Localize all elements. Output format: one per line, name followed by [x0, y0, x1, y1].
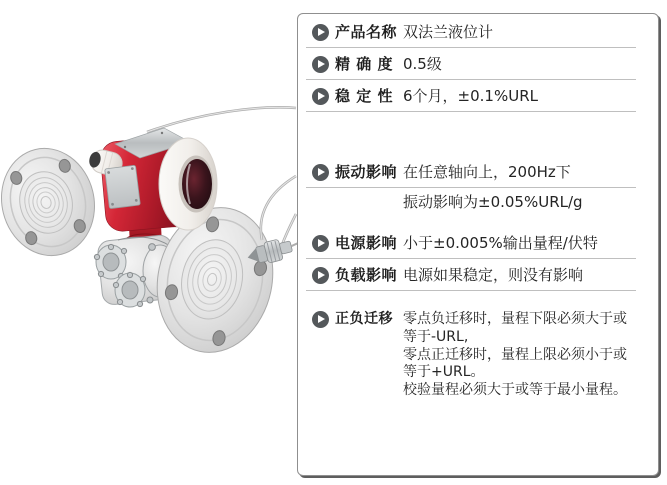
spec-label: 精 确 度	[335, 55, 393, 73]
spec-value: 等于-URL,	[403, 329, 469, 345]
play-circle-icon	[312, 267, 329, 284]
display-window	[159, 138, 217, 230]
spec-row	[298, 259, 658, 291]
spec-label: 正负迁移	[335, 311, 393, 327]
spec-label: 产品名称	[335, 23, 398, 41]
spec-label: 负载影响	[335, 266, 398, 284]
spec-value-continuation	[306, 328, 636, 346]
play-circle-icon	[312, 164, 329, 181]
spec-row	[298, 227, 658, 259]
spec-row-head	[306, 156, 636, 188]
spec-rows	[298, 16, 658, 398]
spec-label: 电源影响	[335, 234, 398, 252]
spec-row	[298, 80, 658, 112]
spec-row	[298, 304, 658, 398]
spec-row-head	[306, 16, 636, 48]
spec-value: 在任意轴向上，200Hz下	[403, 163, 571, 181]
spec-value: 零点正迁移时，量程上限必须小于或	[403, 346, 627, 363]
spec-row	[298, 16, 658, 48]
spec-row-head	[306, 304, 636, 328]
spec-value: 等于+URL。	[403, 364, 485, 380]
transmitter-head	[87, 128, 217, 233]
spec-value-continuation	[306, 346, 636, 364]
spec-label: 振动影响	[335, 163, 398, 181]
spec-value: 振动影响为±0.05%URL/g	[403, 193, 583, 211]
flange-left	[0, 138, 106, 265]
spec-value: 零点负迁移时，量程下限必须大于或	[403, 311, 627, 327]
product-photo	[0, 0, 300, 485]
play-circle-icon	[312, 24, 329, 41]
spec-value: 0.5级	[403, 55, 442, 73]
play-circle-icon	[312, 311, 329, 328]
spec-row	[298, 156, 658, 211]
spec-row-head	[306, 48, 636, 80]
spec-value-continuation	[306, 381, 636, 399]
spec-value-continuation	[306, 188, 636, 211]
spec-row-head	[306, 80, 636, 112]
spec-value: 电源如果稳定，则没有影响	[403, 266, 584, 284]
spec-row-head	[306, 259, 636, 291]
spec-value: 校验量程必须大于或等于最小量程。	[403, 381, 627, 398]
spec-row	[298, 48, 658, 80]
spec-value-continuation	[306, 363, 636, 381]
spec-row-head	[306, 227, 636, 259]
spec-value: 6个月，±0.1%URL	[403, 87, 538, 105]
play-circle-icon	[312, 235, 329, 252]
spec-value: 小于±0.005%输出量程/伏特	[403, 234, 598, 252]
spec-panel	[297, 13, 659, 476]
play-circle-icon	[312, 88, 329, 105]
spec-value: 双法兰液位计	[403, 23, 494, 41]
spec-label: 稳 定 性	[335, 87, 393, 105]
play-circle-icon	[312, 56, 329, 73]
name-plate	[105, 165, 141, 208]
